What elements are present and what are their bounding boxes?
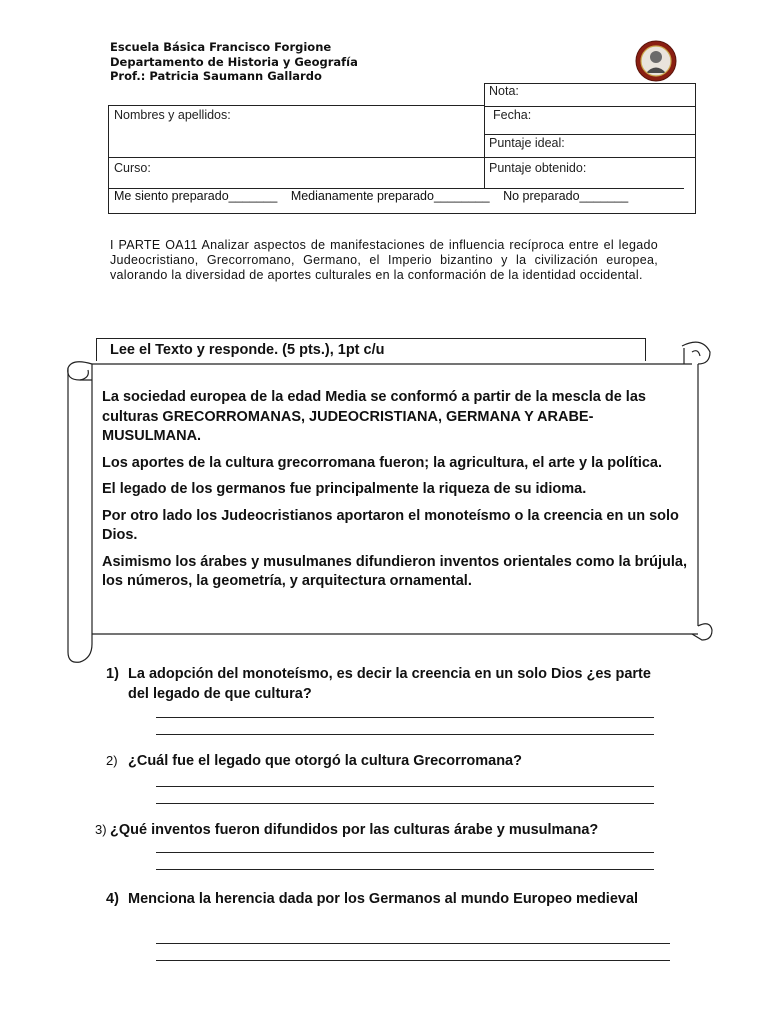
section-objective: I PARTE OA11 Analizar aspectos de manifestaciones de influencia recíproca entre el legado Judeocristiano, Grecorromano, Germano, el Imperio bizantino y la civilización europea, valorando la diversidad de aportes culturales en la conformación de la identidad occidental. bbox=[110, 238, 658, 282]
answer-line[interactable] bbox=[156, 852, 654, 853]
paragraph: La sociedad europea de la edad Media se conformó a partir de la mescla de las culturas GRECORROMANAS, JUDEOCRISTIANA, GERMANA Y ARABE-MUSULMANA. bbox=[102, 389, 646, 444]
no-preparado-option[interactable]: No preparado_______ bbox=[503, 189, 629, 203]
question-number: 1) bbox=[106, 666, 119, 682]
answer-line[interactable] bbox=[156, 786, 654, 787]
school-logo bbox=[635, 40, 677, 82]
preparado-option[interactable]: Me siento preparado_______ bbox=[114, 189, 278, 203]
question-text: Menciona la herencia dada por los Germanos al mundo Europeo medieval bbox=[128, 891, 639, 907]
paragraph: Por otro lado los Judeocristianos aportaron el monoteísmo o la creencia en un solo Dios. bbox=[102, 507, 679, 543]
answer-line[interactable] bbox=[156, 960, 670, 961]
school-header bbox=[110, 40, 358, 84]
fecha-label: Fecha: bbox=[493, 108, 532, 122]
teacher-name: Prof.: Patricia Saumann Gallardo bbox=[110, 69, 322, 83]
curso-label: Curso: bbox=[114, 161, 151, 175]
question-2 bbox=[106, 751, 666, 771]
puntaje-ideal-label: Puntaje ideal: bbox=[489, 136, 565, 150]
question-number: 2) bbox=[106, 753, 118, 768]
nota-label: Nota: bbox=[489, 84, 519, 98]
answer-line[interactable] bbox=[156, 943, 670, 944]
department-name: Departamento de Historia y Geografía bbox=[110, 54, 358, 69]
medianamente-option[interactable]: Medianamente preparado________ bbox=[290, 189, 490, 203]
question-number: 3) bbox=[95, 822, 107, 837]
school-name: Escuela Básica Francisco Forgione bbox=[110, 40, 332, 54]
reading-text bbox=[102, 388, 692, 599]
question-1 bbox=[106, 664, 666, 704]
reading-instruction: Lee el Texto y responde. (5 pts.), 1pt c/u bbox=[110, 342, 385, 358]
answer-line[interactable] bbox=[156, 717, 654, 718]
question-text: ¿Cuál fue el legado que otorgó la cultura Grecorromana? bbox=[128, 753, 522, 769]
self-assessment-row bbox=[114, 189, 694, 203]
question-3 bbox=[95, 820, 695, 840]
puntaje-obtenido-label: Puntaje obtenido: bbox=[489, 161, 587, 175]
question-text: ¿Qué inventos fueron difundidos por las culturas árabe y musulmana? bbox=[110, 822, 599, 838]
paragraph: Asimismo los árabes y musulmanes difundieron inventos orientales como la brújula, los números, la geometría, y arquitectura ornamental. bbox=[102, 553, 687, 589]
nombres-label: Nombres y apellidos: bbox=[114, 108, 231, 122]
answer-line[interactable] bbox=[156, 869, 654, 870]
answer-line[interactable] bbox=[156, 734, 654, 735]
answer-line[interactable] bbox=[156, 803, 654, 804]
paragraph: El legado de los germanos fue principalmente la riqueza de su idioma. bbox=[102, 481, 587, 497]
question-number: 4) bbox=[106, 891, 119, 907]
paragraph: Los aportes de la cultura grecorromana fueron; la agricultura, el arte y la política. bbox=[102, 454, 663, 471]
question-text: La adopción del monoteísmo, es decir la creencia en un solo Dios ¿es parte del legado de que cultura? bbox=[128, 666, 651, 702]
question-4 bbox=[106, 889, 666, 909]
